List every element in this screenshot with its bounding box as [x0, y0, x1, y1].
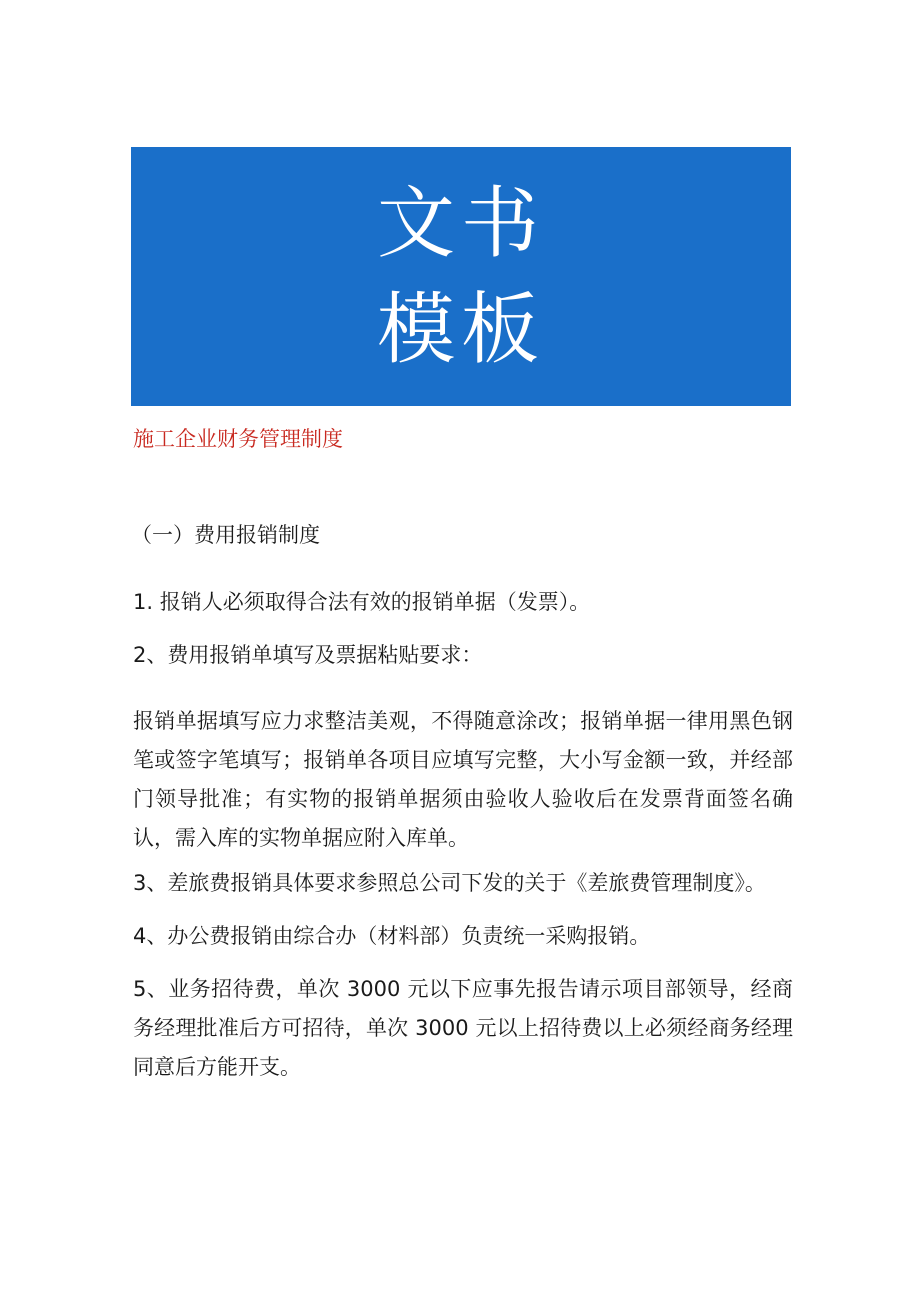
banner-title-line-2: 模板 — [376, 284, 545, 375]
list-item-5: 5、业务招待费，单次 3000 元以下应事先报告请示项目部领导，经商务经理批准后方可招待，单次 3000 元以上招待费以上必须经商务经理同意后方能开支。 — [133, 977, 793, 1079]
section-heading: （一）费用报销制度 — [131, 523, 320, 547]
list-item-3: 3、差旅费报销具体要求参照总公司下发的关于《差旅费管理制度》。 — [133, 871, 766, 895]
paragraph-requirements: 报销单据填写应力求整洁美观，不得随意涂改；报销单据一律用黑色钢笔或签字笔填写；报销单各项目应填写完整，大小写金额一致，并经部门领导批准；有实物的报销单据须由验收人验收后在发票背面签名确认，需入库的实物单据应附入库单。 — [133, 709, 793, 850]
banner-title-line-1: 文书 — [376, 178, 545, 269]
list-item-1: 1. 报销人必须取得合法有效的报销单据（发票）。 — [133, 590, 591, 614]
cover-banner — [131, 147, 791, 406]
list-item-2: 2、费用报销单填写及票据粘贴要求： — [133, 643, 483, 667]
list-item-4: 4、办公费报销由综合办（材料部）负责统一采购报销。 — [133, 924, 651, 948]
document-body — [133, 583, 793, 1101]
document-title: 施工企业财务管理制度 — [133, 427, 343, 451]
